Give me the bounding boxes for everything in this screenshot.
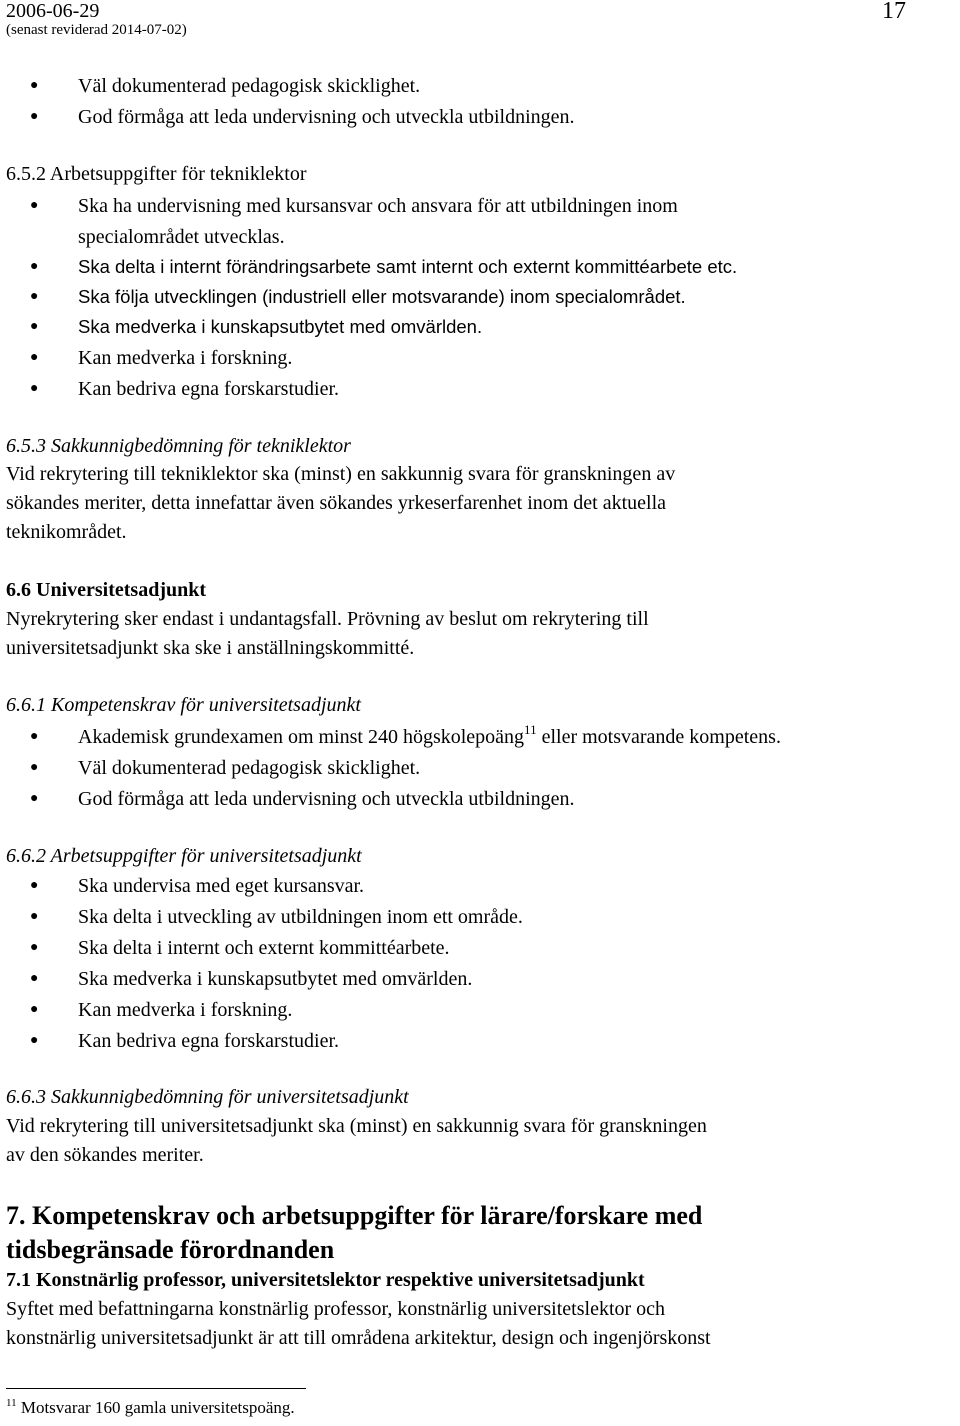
- list-item: ● Ska delta i internt och externt kommittéarbete.: [30, 937, 450, 959]
- section-heading-7-1: 7.1 Konstnärlig professor, universitetslektor respektive universitetsadjunkt: [6, 1269, 645, 1291]
- bullet-icon: ●: [30, 381, 39, 396]
- page-number: 17: [882, 0, 906, 24]
- paragraph-line: Vid rekrytering till tekniklektor ska (minst) en sakkunnig svara för granskningen av: [6, 463, 676, 485]
- paragraph-line: Vid rekrytering till universitetsadjunkt ska (minst) en sakkunnig svara för granskningen: [6, 1115, 707, 1137]
- section-heading-7: 7. Kompetenskrav och arbetsuppgifter för lärare/forskare med: [6, 1201, 703, 1230]
- list-item: ● Kan bedriva egna forskarstudier.: [30, 378, 340, 400]
- section-heading-7-cont: tidsbegränsade förordnanden: [6, 1235, 335, 1264]
- list-item: ● Väl dokumenterad pedagogisk skicklighet.: [30, 757, 421, 779]
- list-item: ● Akademisk grundexamen om minst 240 högskolepoäng$^{11}$ eller motsvarande kompetens.: [30, 722, 781, 748]
- list-item: ● Ska medverka i kunskapsutbytet med omvärlden.: [30, 316, 483, 337]
- list-item: ● Ska följa utvecklingen (industriell eller motsvarande) inom specialområdet.: [30, 286, 686, 307]
- list-item: ● Ska delta i utveckling av utbildningen inom ett område.: [30, 906, 523, 928]
- bullet-icon: ●: [30, 971, 39, 986]
- bullet-icon: ●: [30, 319, 39, 334]
- bullet-icon: ●: [30, 940, 39, 955]
- list-item: ● Kan bedriva egna forskarstudier.: [30, 1030, 340, 1052]
- paragraph-line: teknikområdet.: [6, 521, 127, 543]
- list-item: ● Kan medverka i forskning.: [30, 999, 293, 1021]
- paragraph-line: sökandes meriter, detta innefattar även sökandes yrkeserfarenhet inom det aktuella: [6, 492, 667, 514]
- bullet-icon: ●: [30, 350, 39, 365]
- list-item: ● Kan medverka i forskning.: [30, 347, 293, 369]
- bullet-icon: ●: [30, 909, 39, 924]
- header-date: 2006-06-29: [6, 0, 100, 22]
- bullet-icon: ●: [30, 289, 39, 304]
- paragraph-line: universitetsadjunkt ska ske i anställningskommitté.: [6, 637, 415, 659]
- bullet-icon: ●: [30, 198, 39, 213]
- paragraph-line: av den sökandes meriter.: [6, 1144, 204, 1166]
- footnote: $^{11}$ Motsvarar 160 gamla universitetspoäng.: [6, 1397, 295, 1417]
- section-heading-6-6-2: 6.6.2 Arbetsuppgifter för universitetsadjunkt: [6, 845, 362, 867]
- bullet-icon: ●: [30, 1033, 39, 1048]
- list-item: ● God förmåga att leda undervisning och utveckla utbildningen.: [30, 106, 575, 128]
- footnote-ref: 11: [524, 722, 537, 737]
- bullet-icon: ●: [30, 760, 39, 775]
- bullet-icon: ●: [30, 791, 39, 806]
- bullet-icon: ●: [30, 78, 39, 93]
- list-item: ● Ska undervisa med eget kursansvar.: [30, 875, 365, 897]
- list-item-continuation: specialområdet utvecklas.: [78, 226, 285, 248]
- footnote-divider: [6, 1388, 306, 1389]
- paragraph-line: konstnärlig universitetsadjunkt är att till områdena arkitektur, design och ingenjörskonst: [6, 1327, 711, 1349]
- list-item: ● God förmåga att leda undervisning och utveckla utbildningen.: [30, 788, 575, 810]
- paragraph-line: Syftet med befattningarna konstnärlig professor, konstnärlig universitetslektor och: [6, 1298, 666, 1320]
- section-heading-6-6: 6.6 Universitetsadjunkt: [6, 579, 207, 601]
- paragraph-line: Nyrekrytering sker endast i undantagsfall. Prövning av beslut om rekrytering till: [6, 608, 649, 630]
- bullet-icon: ●: [30, 259, 39, 274]
- section-heading-6-5-2: 6.5.2 Arbetsuppgifter för tekniklektor: [6, 163, 307, 185]
- list-item: ● Ska ha undervisning med kursansvar och ansvara för att utbildningen inom: [30, 195, 678, 217]
- list-item: ● Ska delta i internt förändringsarbete samt internt och externt kommittéarbete etc.: [30, 256, 738, 277]
- list-item: ● Väl dokumenterad pedagogisk skicklighet.: [30, 75, 421, 97]
- header-revised: (senast reviderad 2014-07-02): [6, 22, 187, 38]
- section-heading-6-6-1: 6.6.1 Kompetenskrav för universitetsadjunkt: [6, 694, 361, 716]
- section-heading-6-6-3: 6.6.3 Sakkunnigbedömning för universitetsadjunkt: [6, 1086, 409, 1108]
- bullet-icon: ●: [30, 1002, 39, 1017]
- list-item: ● Ska medverka i kunskapsutbytet med omvärlden.: [30, 968, 473, 990]
- section-heading-6-5-3: 6.5.3 Sakkunnigbedömning för tekniklektor: [6, 435, 351, 457]
- bullet-icon: ●: [30, 878, 39, 893]
- bullet-icon: ●: [30, 729, 39, 744]
- bullet-icon: ●: [30, 109, 39, 124]
